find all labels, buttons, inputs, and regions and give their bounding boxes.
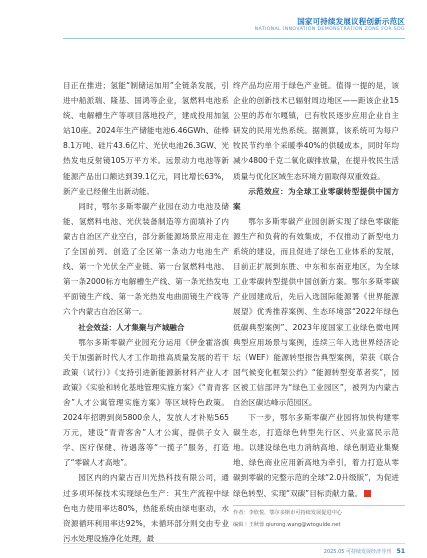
paragraph: 同时，鄂尔多斯零碳产业园在动力电池及储能、氢燃料电池、光伏装备制造等方面填补了内蒙古自治区产业空白，部分新能源场景应用走在了全国前列。创造了全区第一条动力电池生产线、第一个光伏全产业链、第一台氢燃料电池、第一条2000标方电解槽生产线、第一条光热发电平面镜生产线、第一条光热发电曲面镜生产线等六个内蒙古自治区第一。: [63, 201, 229, 317]
page-footer: [324, 548, 405, 555]
editor-note: 编辑｜王秋蓉 qiurong.wang@wtoguide.net: [233, 522, 341, 528]
page-header: [0, 0, 427, 48]
article-end-icon: [364, 490, 371, 497]
page-number: 51: [396, 548, 405, 555]
left-column: [63, 78, 229, 546]
footer-divider: [63, 543, 405, 544]
footnote-divider: [233, 505, 405, 506]
paragraph: 鄂尔多斯零碳产业园创新实现了绿色零碳能源生产和负荷的有效集成，不仅推动了新型电力系统的建设，而且促进了绿色工业体系的发展，目前正扩展到东胜、中东和东南亚地区，为全球工业零碳转型提供中国创新方案。鄂尔多斯零碳产业园建成后，先后入选国际能源署《世界能源展望》优秀推荐案例、生态环境部“2022年绿色低碳典型案例”、2023年度国家工业绿色微电网典型应用场景与案例，连续三年入选世界经济论坛（WEF）能源转型报告典型案例，荣获《联合国气候变化框架公约》“能源转型变革者奖”，园区被工信部评为“绿色工业园区”，被列为内蒙古自治区碳达峰示范园区。: [233, 216, 399, 407]
paragraph: 目正在推进；氢能“制储运加用”全链条发展，引进中船派瑞、隆基、国鸿等企业，氢燃料电池系统、电解槽生产等项目落地投产，建成投用加氢站10座。2024年生产储能电池6.46GWh、硅棒8.1万吨、硅片43.6亿片、光伏电池26.3GW、光热发电反射镜105万平方米。远景动力电池等新能源产品出口额达到39.1亿元，同比增长63%，新产业已经催生出新动能。: [63, 81, 229, 196]
paragraph-text: 下一步，鄂尔多斯零碳产业园将加快构建零碳生态，打造绿色转型先行区、兴业富民示范地。以建设绿色电力消纳高地、绿色制造业集聚地、绿色商业应用新高地为牵引，着力打造从零碳到零碳的完整示范的全球“2.0升级版”，为促进绿色转型、实现“双碳”目标贡献力量。: [233, 413, 399, 498]
header-title: 国家可持续发展议程创新示范区: [297, 17, 405, 26]
section-subhead: 社会效益：人才集聚与产城融合: [78, 322, 185, 332]
paragraph: 终产品均应用于绿色产业链。值得一提的是，该企业的创新技术已辐射周边地区——距该企业15公里的苏布尔嘎镇，已有牧民逐步应用企业自主研发的民用光热系统。据测算，该系统可为每户牧民节约单个采暖季40%的供暖成本，同时年均减少4800千克二氧化碳排放量，在提升牧民生活质量与优化区域生态环境方面取得双重效益。: [233, 81, 399, 181]
paragraph: [233, 410, 399, 501]
section-subhead: 示范效应：为全球工业零碳转型提供中国方案: [233, 186, 399, 211]
right-column: [233, 78, 399, 501]
issue-label: 2025.05 可持续发展经济导刊: [323, 549, 392, 555]
author-note: 作者：李欣悦，鄂尔多斯市可持续发展促进中心: [233, 510, 342, 516]
paragraph: 鄂尔多斯零碳产业园充分运用《伊金霍洛旗关于加强新时代人才工作助推高质量发展的若干政策（试行）》《支持引进新能源新材料产业人才政策》《实验和转化基地管理实施方案》《“青青客舍”人才公寓管理实施方案》等区域特色政策。2024年招聘到岗5800余人，发放人才补贴565万元，建设“青青客舍”人才公寓，提供子女入学、医疗保健、待遇落等“一揽子”服务，打造了“零碳人才高地”。: [63, 337, 229, 468]
header-divider: [63, 38, 405, 39]
header-subtitle: NATIONAL INNOVATION DEMONSTRATION ZONE FOR SDG: [254, 27, 405, 32]
paragraph: 园区内的内蒙古百川光热科技有限公司，通过多项环保技术实现绿色生产：其生产流程中绿色电力使用率达80%，热能系统由绿电驱动，水资源循环利用率达92%，未循环部分则交由专业污水处理设施净化处理，最: [63, 473, 229, 543]
